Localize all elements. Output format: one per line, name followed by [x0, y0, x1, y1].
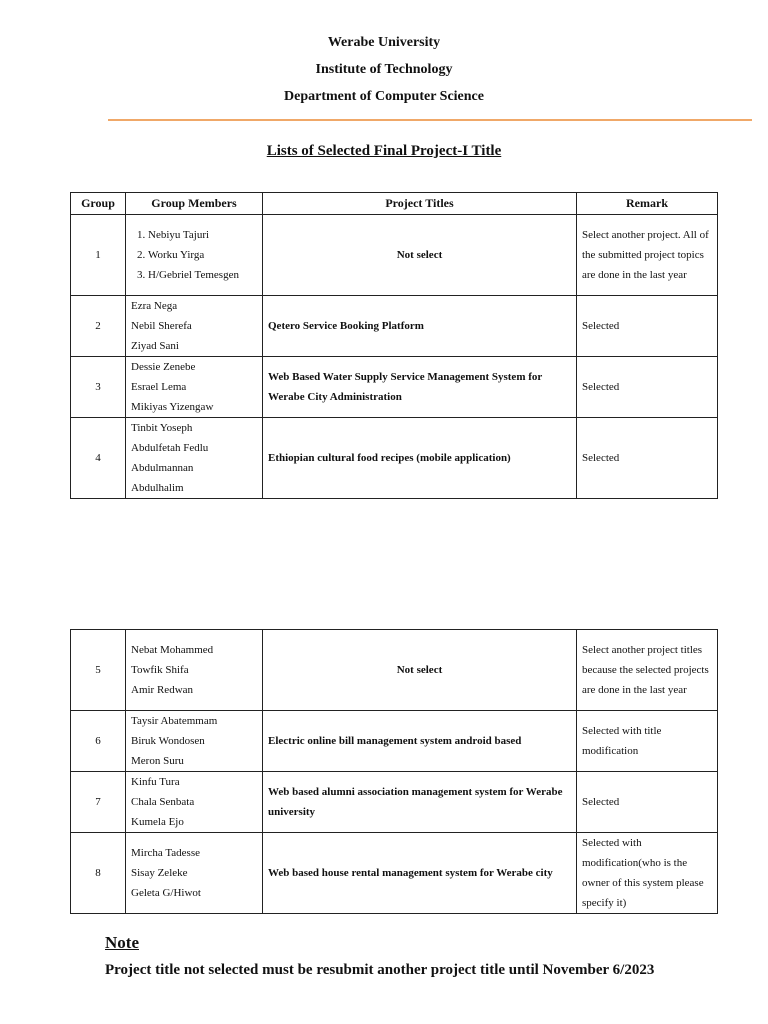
university-name: Werabe University — [327, 35, 441, 50]
member: Chala Senbata — [131, 796, 195, 808]
group-members — [126, 833, 263, 914]
member: Biruk Wondosen — [131, 735, 205, 747]
remark: Selected — [577, 772, 718, 833]
member: Abdulfetah Fedlu — [131, 442, 209, 454]
group-members — [126, 418, 263, 499]
note-heading: Note — [105, 933, 139, 952]
member: 1. Nebiyu Tajuri — [148, 225, 257, 245]
remark: Selected — [577, 296, 718, 357]
member: Meron Suru — [131, 755, 184, 767]
institute-name: Institute of Technology — [315, 62, 453, 77]
group-members — [126, 357, 263, 418]
remark: Selected with title modification — [577, 711, 718, 772]
table-row — [71, 833, 718, 914]
member: Towfik Shifa — [131, 664, 189, 676]
member: Ziyad Sani — [131, 340, 179, 352]
member: Esrael Lema — [131, 381, 187, 393]
table-row — [71, 215, 718, 296]
member: Mircha Tadesse — [131, 847, 200, 859]
table-row — [71, 357, 718, 418]
group-number: 4 — [71, 418, 126, 499]
document-title: Lists of Selected Final Project-I Title — [266, 143, 502, 159]
member: Geleta G/Hiwot — [131, 887, 201, 899]
table-header-row — [71, 193, 718, 215]
member: Sisay Zeleke — [131, 867, 188, 879]
table-row — [71, 630, 718, 711]
group-members — [126, 772, 263, 833]
group-number: 1 — [71, 215, 126, 296]
member: Ezra Nega — [131, 300, 178, 312]
project-title: Not select — [263, 630, 577, 711]
group-members — [126, 296, 263, 357]
project-title: Ethiopian cultural food recipes (mobile application) — [263, 418, 577, 499]
remark: Selected — [577, 357, 718, 418]
group-number: 5 — [71, 630, 126, 711]
project-title: Electric online bill management system android based — [263, 711, 577, 772]
member: Kinfu Tura — [131, 776, 180, 788]
header-divider — [108, 119, 752, 121]
table-row — [71, 772, 718, 833]
column-header-remark: Remark — [577, 193, 718, 215]
note-text: Project title not selected must be resubmit another project title until November 6/2023 — [105, 962, 655, 978]
member: 3. H/Gebriel Temesgen — [148, 265, 257, 285]
group-members — [126, 215, 263, 296]
member: Kumela Ejo — [131, 816, 184, 828]
project-table-part-2 — [70, 629, 718, 914]
group-number: 7 — [71, 772, 126, 833]
group-number: 2 — [71, 296, 126, 357]
member: Tinbit Yoseph — [131, 422, 193, 434]
member: Abdulhalim — [131, 482, 184, 494]
group-number: 6 — [71, 711, 126, 772]
group-number: 3 — [71, 357, 126, 418]
member: Amir Redwan — [131, 684, 194, 696]
table-row — [71, 711, 718, 772]
department-name: Department of Computer Science — [284, 89, 484, 104]
member: Nebat Mohammed — [131, 644, 214, 656]
project-title: Web based alumni association management system for Werabe university — [263, 772, 577, 833]
remark: Select another project titles because the selected projects are done in the last year — [577, 630, 718, 711]
table-row — [71, 296, 718, 357]
project-title: Qetero Service Booking Platform — [263, 296, 577, 357]
member: Dessie Zenebe — [131, 361, 196, 373]
column-header-group: Group — [71, 193, 126, 215]
project-title: Web Based Water Supply Service Management System for Werabe City Administration — [263, 357, 577, 418]
project-title: Not select — [263, 215, 577, 296]
member: 2. Worku Yirga — [148, 245, 257, 265]
member: Nebil Sherefa — [131, 320, 192, 332]
project-table-part-1 — [70, 192, 718, 499]
table-row — [71, 418, 718, 499]
remark: Selected — [577, 418, 718, 499]
remark: Selected with modification(who is the owner of this system please specify it) — [577, 833, 718, 914]
group-members — [126, 711, 263, 772]
member: Taysir Abatemmam — [131, 715, 218, 727]
member: Abdulmannan — [131, 462, 194, 474]
group-members — [126, 630, 263, 711]
remark: Select another project. All of the submitted project topics are done in the last year — [577, 215, 718, 296]
member: Mikiyas Yizengaw — [131, 401, 214, 413]
group-number: 8 — [71, 833, 126, 914]
column-header-titles: Project Titles — [263, 193, 577, 215]
project-title: Web based house rental management system for Werabe city — [263, 833, 577, 914]
column-header-members: Group Members — [126, 193, 263, 215]
